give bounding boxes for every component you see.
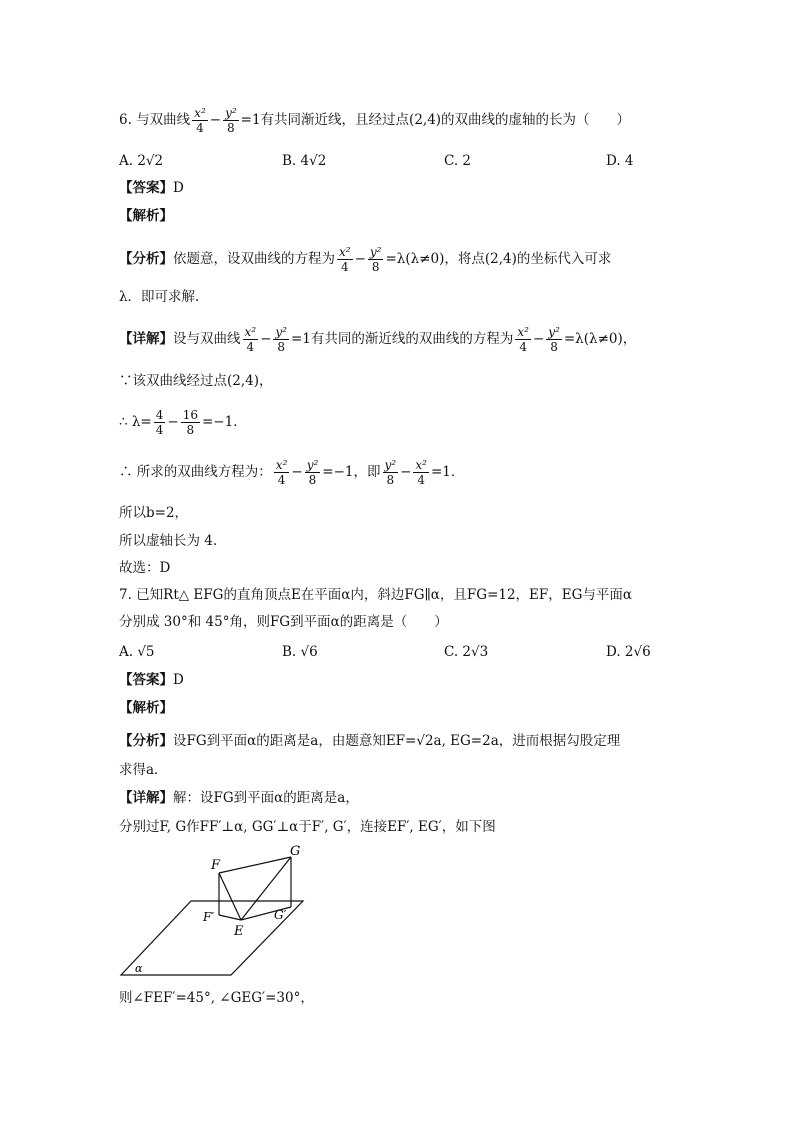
label-g: G [290,845,301,859]
q6-option-c: C. 2 [444,153,472,169]
q7-option-d: D. 2√6 [606,644,651,660]
q7-stem-line2: 分别成 30°和 45°角，则FG到平面α的距离是（ ） [119,614,448,630]
fraction: $\frac{4}{4}$ [155,408,164,437]
q6-xiangjie-line3: ∴ λ= $\frac{4}{4}$ − $\frac{16}{8}$ =−1． [119,408,247,437]
q6-option-a: A. 2√2 [119,153,164,169]
q6-xiangjie-line6: 所以虚轴长为 4. [119,533,218,549]
segment-fprime-e [219,915,241,920]
label-f-prime: F′ [203,910,215,924]
q6-fenxi-line1: 【分析】依题意，设双曲线的方程为 $\frac{\text{x²}}{4}$ − $\frac{\text{y²}}{8}$ =λ(λ≠0)，将点(2,4)的坐标代入可求 [119,245,612,274]
q6-xiangjie-line4: ∴ 所求的双曲线方程为： $\frac{\text{x²}}{4}$ − $\frac{\text{y²}}{8}$ =−1，即 $\frac{\text{y²}}{8}$ − $\frac{\text{x²}}{4}$ =1． [119,458,465,487]
q7-option-c: C. 2√3 [444,644,489,660]
fraction: $\frac{\text{x²}}{4}$ [415,458,427,487]
q6-stem-mid: =1有共同渐近线，且经过点(2,4)的双曲线的虚轴的长为（ ） [240,112,631,128]
fraction: $\frac{\text{x²}}{4}$ [339,245,351,274]
fraction: $\frac{\text{x²}}{4}$ [517,325,529,354]
q6-stem-prefix: 6. 与双曲线 [119,112,191,128]
fraction: $\frac{\text{y²}}{8}$ [369,245,382,274]
q7-option-b: B. √6 [282,644,318,660]
q7-fenxi-line1: 【分析】设FG到平面α的距离是a，由题意知EF=√2a, EG=2a，进而根据勾股定理 [119,733,621,749]
q7-stem-line1: 7. 已知Rt△ EFG的直角顶点E在平面α内，斜边FG∥α，且FG=12，EF，EG与平面α [119,587,633,603]
q6-option-b: B. 4√2 [282,153,327,169]
fraction: $\frac{\text{y²}}{8}$ [384,458,397,487]
q7-xiangjie-line3: 则∠FEF′=45°, ∠GEG′=30°， [119,990,314,1006]
label-alpha: α [135,962,143,975]
fraction: $\frac{\text{y²}}{8}$ [225,106,237,135]
q7-answer: 【答案】D [119,672,184,688]
q6-answer: 【答案】D [119,180,184,196]
q6-fenxi-line2: λ．即可求解. [119,289,200,305]
q6-stem: 6. 与双曲线 $\frac{\text{x²}}{4}$ − $\frac{\text{y²}}{8}$ =1有共同渐近线，且经过点(2,4)的双曲线的虚轴的长为（ ） [119,106,631,135]
q6-analysis-tag: 【解析】 [119,208,173,224]
q7-xiangjie-line1: 【详解】解：设FG到平面α的距离是a， [119,790,359,806]
fraction: $\frac{\text{x²}}{4}$ [194,106,206,135]
fraction: $\frac{\text{x²}}{4}$ [275,458,288,487]
geometry-figure [119,845,319,980]
q7-option-a: A. √5 [119,644,155,660]
q6-xiangjie-line7: 故选：D [119,560,171,576]
q6-option-d: D. 4 [606,153,634,169]
fraction: $\frac{\text{y²}}{8}$ [275,325,287,354]
q7-analysis-tag: 【解析】 [119,700,173,716]
label-f: F [211,858,221,873]
label-e: E [234,924,244,939]
q6-xiangjie-line5: 所以b=2， [119,505,189,521]
q6-xiangjie-line1: 【详解】设与双曲线 $\frac{\text{x²}}{4}$ − $\frac{\text{y²}}{8}$ =1有共同的渐近线的双曲线的方程为 $\frac{\text{x²}}{4}$ − $\frac{\text{y²}}{8}$ =λ(λ≠0)， [119,325,637,354]
fraction: $\frac{\text{x²}}{4}$ [244,325,257,354]
q7-fenxi-line2: 求得a． [119,762,168,778]
fraction: $\frac{\text{y²}}{8}$ [306,458,319,487]
label-g-prime: G′ [274,908,287,922]
fraction: $\frac{16}{8}$ [182,408,198,437]
segment-fe [219,873,241,920]
q6-xiangjie-line2: ∵该双曲线经过点(2,4)， [119,373,273,389]
q7-xiangjie-line2: 分别过F, G作FF′⊥α, GG′⊥α于F′, G′，连接EF′, EG′，如下图 [119,819,496,835]
fraction: $\frac{\text{y²}}{8}$ [548,325,560,354]
